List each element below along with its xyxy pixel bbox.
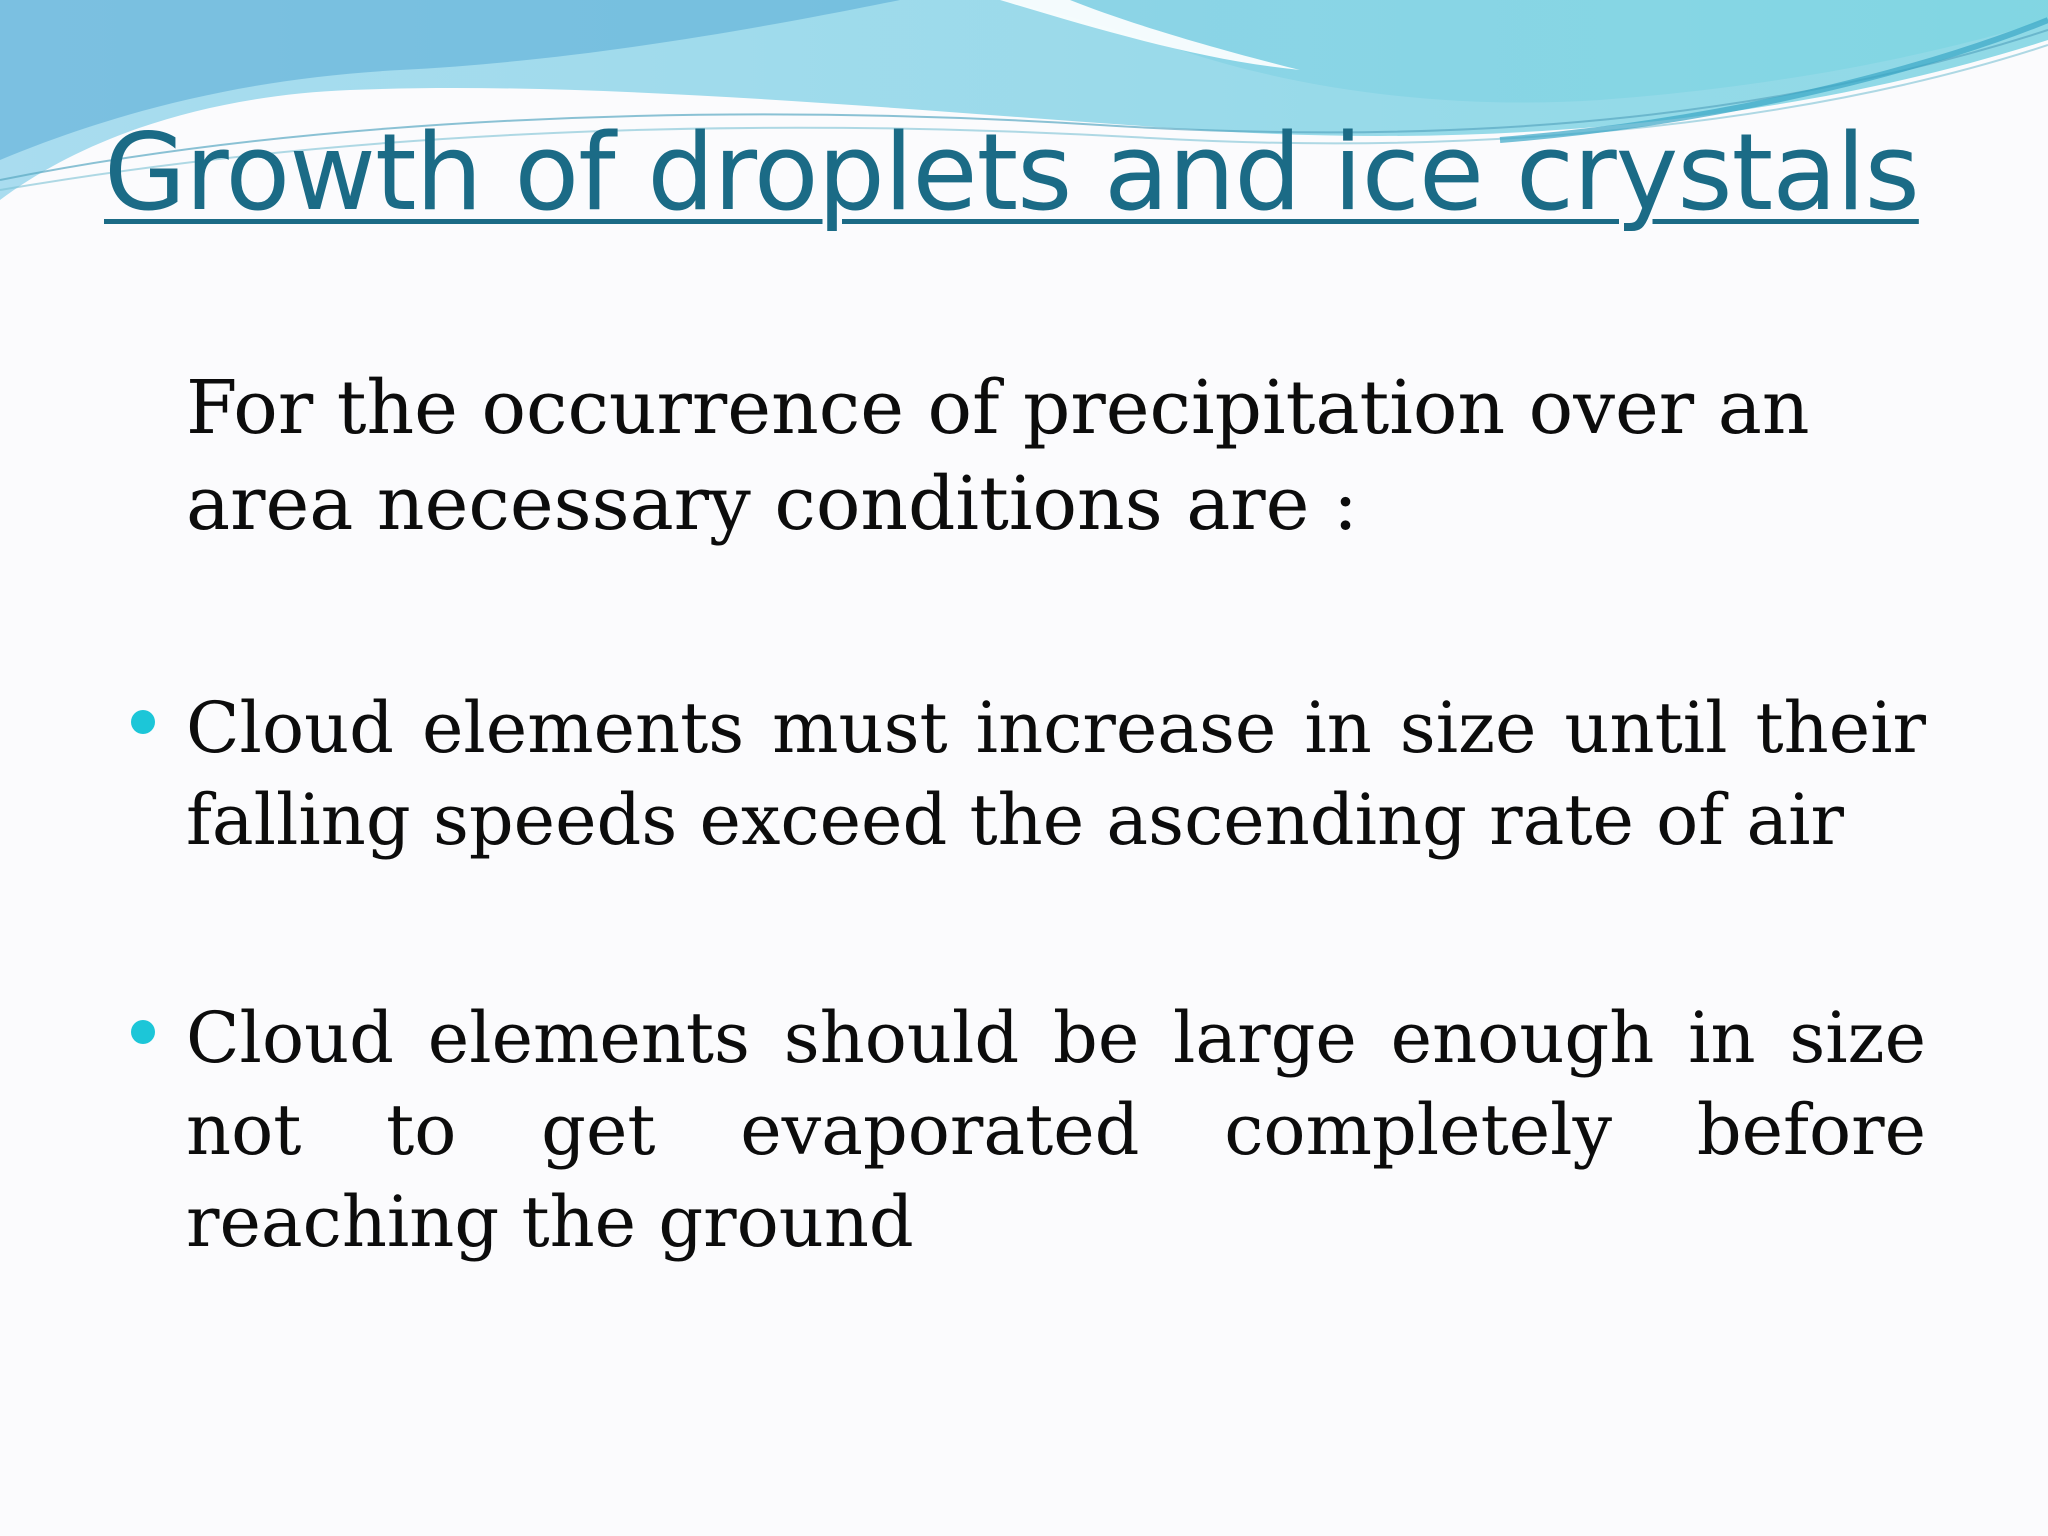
- bullet-text-2: Cloud elements should be large enough in size not to get evaporated completely before reaching the ground: [186, 997, 1926, 1263]
- bullet-text-1: Cloud elements must increase in size until their falling speeds exceed the ascending rate of air: [186, 687, 1926, 861]
- bullet-dot-icon: [131, 1020, 155, 1044]
- bullet-item-2: [186, 992, 1926, 1268]
- slide-title: Growth of droplets and ice crystals: [104, 111, 1919, 234]
- intro-paragraph: For the occurrence of precipitation over an area necessary conditions are :: [186, 365, 1810, 547]
- bullet-dot-icon: [131, 710, 155, 734]
- bullet-item-1: [186, 682, 1926, 866]
